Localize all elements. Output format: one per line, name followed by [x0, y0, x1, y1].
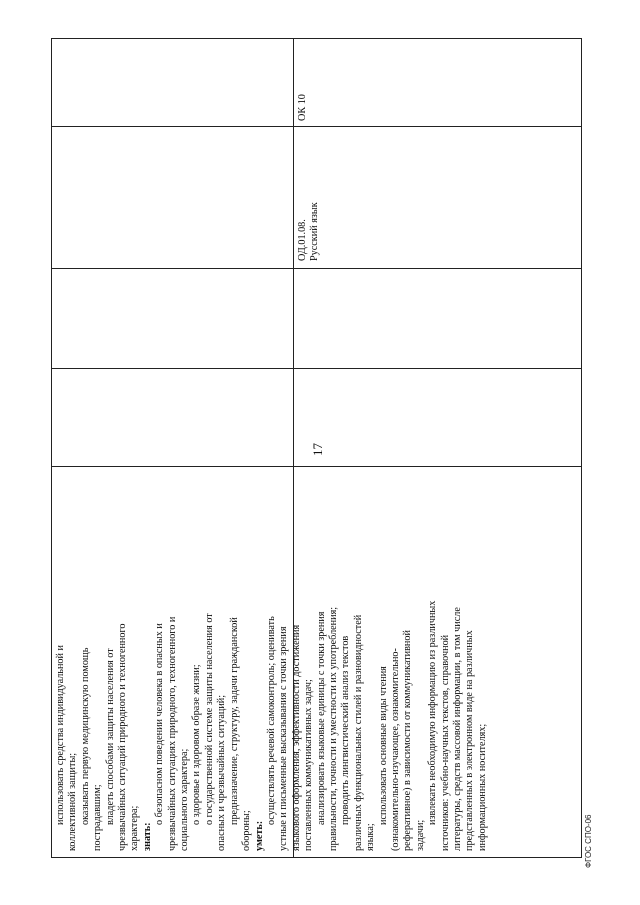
description-line: опасных и чрезвычайных ситуаций;: [216, 694, 228, 851]
description-line: коллективной защиты;: [67, 752, 79, 851]
description-line: языкового оформления, эффективности достижения: [290, 624, 302, 851]
curriculum-table: [51, 38, 582, 858]
description-line: правильности, точности и уместности их употребления;: [327, 606, 339, 851]
description-line: использовать средства индивидуальной и: [55, 645, 66, 825]
description-line: проводить лингвистический анализ текстов: [340, 635, 352, 825]
description-line: знать:: [141, 822, 153, 851]
description-line: задачи;: [414, 819, 426, 851]
footer-code: ФГОС СПО-06: [584, 814, 593, 868]
column-divider-3: [52, 268, 581, 269]
description-line: социального характера;: [179, 748, 191, 851]
page-number: 17: [310, 443, 325, 456]
column-divider-1: [52, 466, 581, 467]
description-line: чрезвычайных ситуациях природного, техногенного и: [166, 616, 178, 851]
competence-cell: [297, 94, 309, 121]
description-line: предназначение, структуру, задачи гражданской: [228, 617, 240, 825]
competency-description-cell: [55, 601, 489, 851]
description-line: владеть способами защиты населения от: [104, 648, 116, 825]
description-line: информационных носителях;: [476, 723, 488, 851]
description-line: характера;: [129, 805, 141, 851]
description-line: пострадавшим;: [92, 784, 104, 851]
column-divider-4: [52, 126, 581, 127]
description-line: языка;: [365, 823, 377, 851]
description-line: использовать основные виды чтения: [377, 666, 389, 825]
column-divider-2: [52, 368, 581, 369]
rotated-table: [51, 38, 582, 858]
description-lines: [55, 601, 489, 851]
description-line: анализировать языковые единицы с точки зрения: [315, 611, 327, 825]
description-line: устные и письменные высказывания с точки зрения: [278, 626, 290, 851]
description-line: поставленных коммуникативных задач;: [303, 679, 315, 851]
description-line: о здоровье и здоровом образе жизни;: [191, 664, 203, 825]
description-line: уметь:: [253, 820, 265, 851]
discipline-code: ОД.01.08.: [297, 219, 308, 261]
description-line: обороны;: [241, 810, 253, 851]
description-line: осуществлять речевой самоконтроль; оценивать: [265, 616, 277, 825]
discipline-cell: [297, 202, 322, 261]
description-line: о безопасном поведении человека в опасных и: [154, 623, 166, 825]
description-line: извлекать необходимую информацию из различных: [427, 600, 439, 825]
description-line: различных функциональных стилей и разновидностей: [352, 614, 364, 851]
description-line: литературы, средств массовой информации, в том числе: [452, 607, 463, 851]
discipline-name: Русский язык: [309, 202, 321, 261]
description-line: реферативное) в зависимости от коммуникативной: [402, 630, 414, 851]
description-line: о государственной системе защиты населения от: [203, 613, 215, 825]
description-line: представленных в электронном виде на различных: [464, 630, 476, 851]
description-line: чрезвычайных ситуаций природного и техногенного: [117, 623, 129, 851]
description-line: оказывать первую медицинскую помощь: [79, 647, 91, 825]
description-line: (ознакомительно-изучающее, ознакомительно-: [389, 648, 401, 851]
competence-code: ОК 10: [297, 94, 308, 121]
description-line: источников: учебно-научных текстов, справочной: [439, 634, 451, 851]
